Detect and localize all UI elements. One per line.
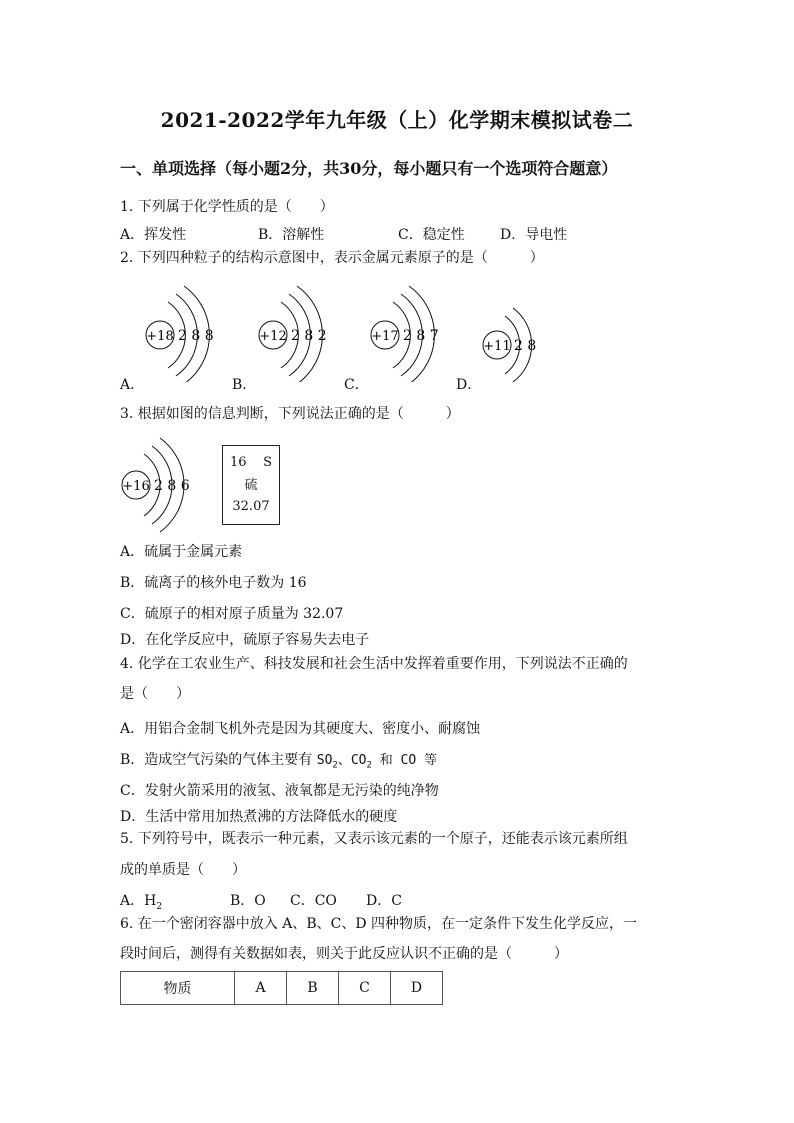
section-heading: 一、单项选择（每小题2分，共30分，每小题只有一个选项符合题意）	[120, 159, 618, 178]
nucleus-charge: +17	[371, 329, 399, 344]
q5-option-c[interactable]: C．CO	[290, 893, 337, 909]
page-title: 2021-2022学年九年级（上）化学期末模拟试卷二	[160, 108, 634, 132]
question-6-stem-cont: 段时间后，测得有关数据如表，则关于此反应认识不正确的是（ ）	[120, 946, 568, 962]
nucleus-charge: +12	[259, 329, 287, 344]
pollutant-formulas: $SO_2$、$CO_2$ 和 CO 等	[316, 753, 438, 771]
question-4-stem-cont: 是（ ）	[120, 686, 190, 702]
question-5-stem-cont: 成的单质是（ ）	[120, 862, 246, 878]
q5-option-b[interactable]: B．O	[230, 893, 266, 909]
q5-option-a[interactable]: A．$H_2$	[120, 893, 163, 912]
table-header-cell: 物质	[121, 972, 235, 1005]
element-symbol: S	[263, 455, 272, 470]
q2-option-d[interactable]: D．	[456, 377, 482, 393]
table-header-cell: C	[339, 972, 391, 1005]
atom-diagram-a	[130, 282, 230, 382]
sulfur-atom-diagram	[118, 436, 208, 536]
atom-diagram-c	[355, 282, 455, 382]
electron-config: 2 8 2	[291, 328, 327, 344]
q3-option-c[interactable]: C．硫原子的相对原子质量为 32.07	[120, 606, 344, 622]
q5-option-d[interactable]: D．C	[366, 893, 402, 909]
q3-option-a[interactable]: A．硫属于金属元素	[120, 544, 243, 560]
question-4-stem: 4. 化学在工农业生产、科技发展和社会生活中发挥着重要作用，下列说法不正确的	[120, 656, 628, 672]
element-name: 硫	[244, 478, 258, 493]
atomic-number: 16	[230, 455, 247, 470]
electron-config: 2 8 8	[178, 328, 214, 344]
nucleus-charge: +16	[122, 479, 150, 494]
question-3-stem: 3. 根据如图的信息判断，下列说法正确的是（ ）	[120, 406, 460, 422]
atom-diagram-b	[243, 282, 343, 382]
periodic-table-cell	[222, 445, 280, 525]
electron-config: 2 8 7	[403, 328, 439, 344]
electron-config: 2 8	[514, 338, 537, 354]
table-header-cell: D	[391, 972, 443, 1005]
q1-option-c[interactable]: C．稳定性	[398, 227, 465, 243]
q4-option-d[interactable]: D．生活中常用加热煮沸的方法降低水的硬度	[120, 809, 398, 825]
question-1-stem: 1. 下列属于化学性质的是（ ）	[120, 199, 334, 215]
question-6-stem: 6. 在一个密闭容器中放入 A、B、C、D 四种物质，在一定条件下发生化学反应，一	[120, 916, 638, 932]
q2-option-c[interactable]: C．	[344, 377, 369, 393]
table-header-row	[121, 972, 443, 1005]
q1-option-a[interactable]: A．挥发性	[120, 227, 187, 243]
nucleus-charge: +18	[146, 329, 174, 344]
q3-option-b[interactable]: B．硫离子的核外电子数为 16	[120, 575, 307, 591]
q3-option-d[interactable]: D．在化学反应中，硫原子容易失去电子	[120, 632, 370, 648]
atomic-mass: 32.07	[232, 499, 270, 514]
q1-option-d[interactable]: D．导电性	[500, 227, 568, 243]
table-header-cell: A	[235, 972, 287, 1005]
q2-option-b[interactable]: B．	[232, 377, 257, 393]
question-5-stem: 5. 下列符号中，既表示一种元素，又表示该元素的一个原子，还能表示该元素所组	[120, 831, 628, 847]
q4-option-a[interactable]: A．用铝合金制飞机外壳是因为其硬度大、密度小、耐腐蚀	[120, 721, 481, 737]
q2-option-a[interactable]: A．	[120, 377, 145, 393]
q4-option-c[interactable]: C．发射火箭采用的液氢、液氧都是无污染的纯净物	[120, 783, 439, 799]
electron-config: 2 8 6	[154, 478, 190, 494]
table-header-cell: B	[287, 972, 339, 1005]
data-table	[120, 971, 443, 1005]
q4-option-b[interactable]	[120, 749, 437, 771]
question-2-stem: 2. 下列四种粒子的结构示意图中，表示金属元素原子的是（ ）	[120, 250, 544, 266]
q1-option-b[interactable]: B．溶解性	[258, 227, 325, 243]
nucleus-charge: +11	[483, 339, 511, 354]
q4-option-b-text: B．造成空气污染的气体主要有	[120, 752, 313, 768]
